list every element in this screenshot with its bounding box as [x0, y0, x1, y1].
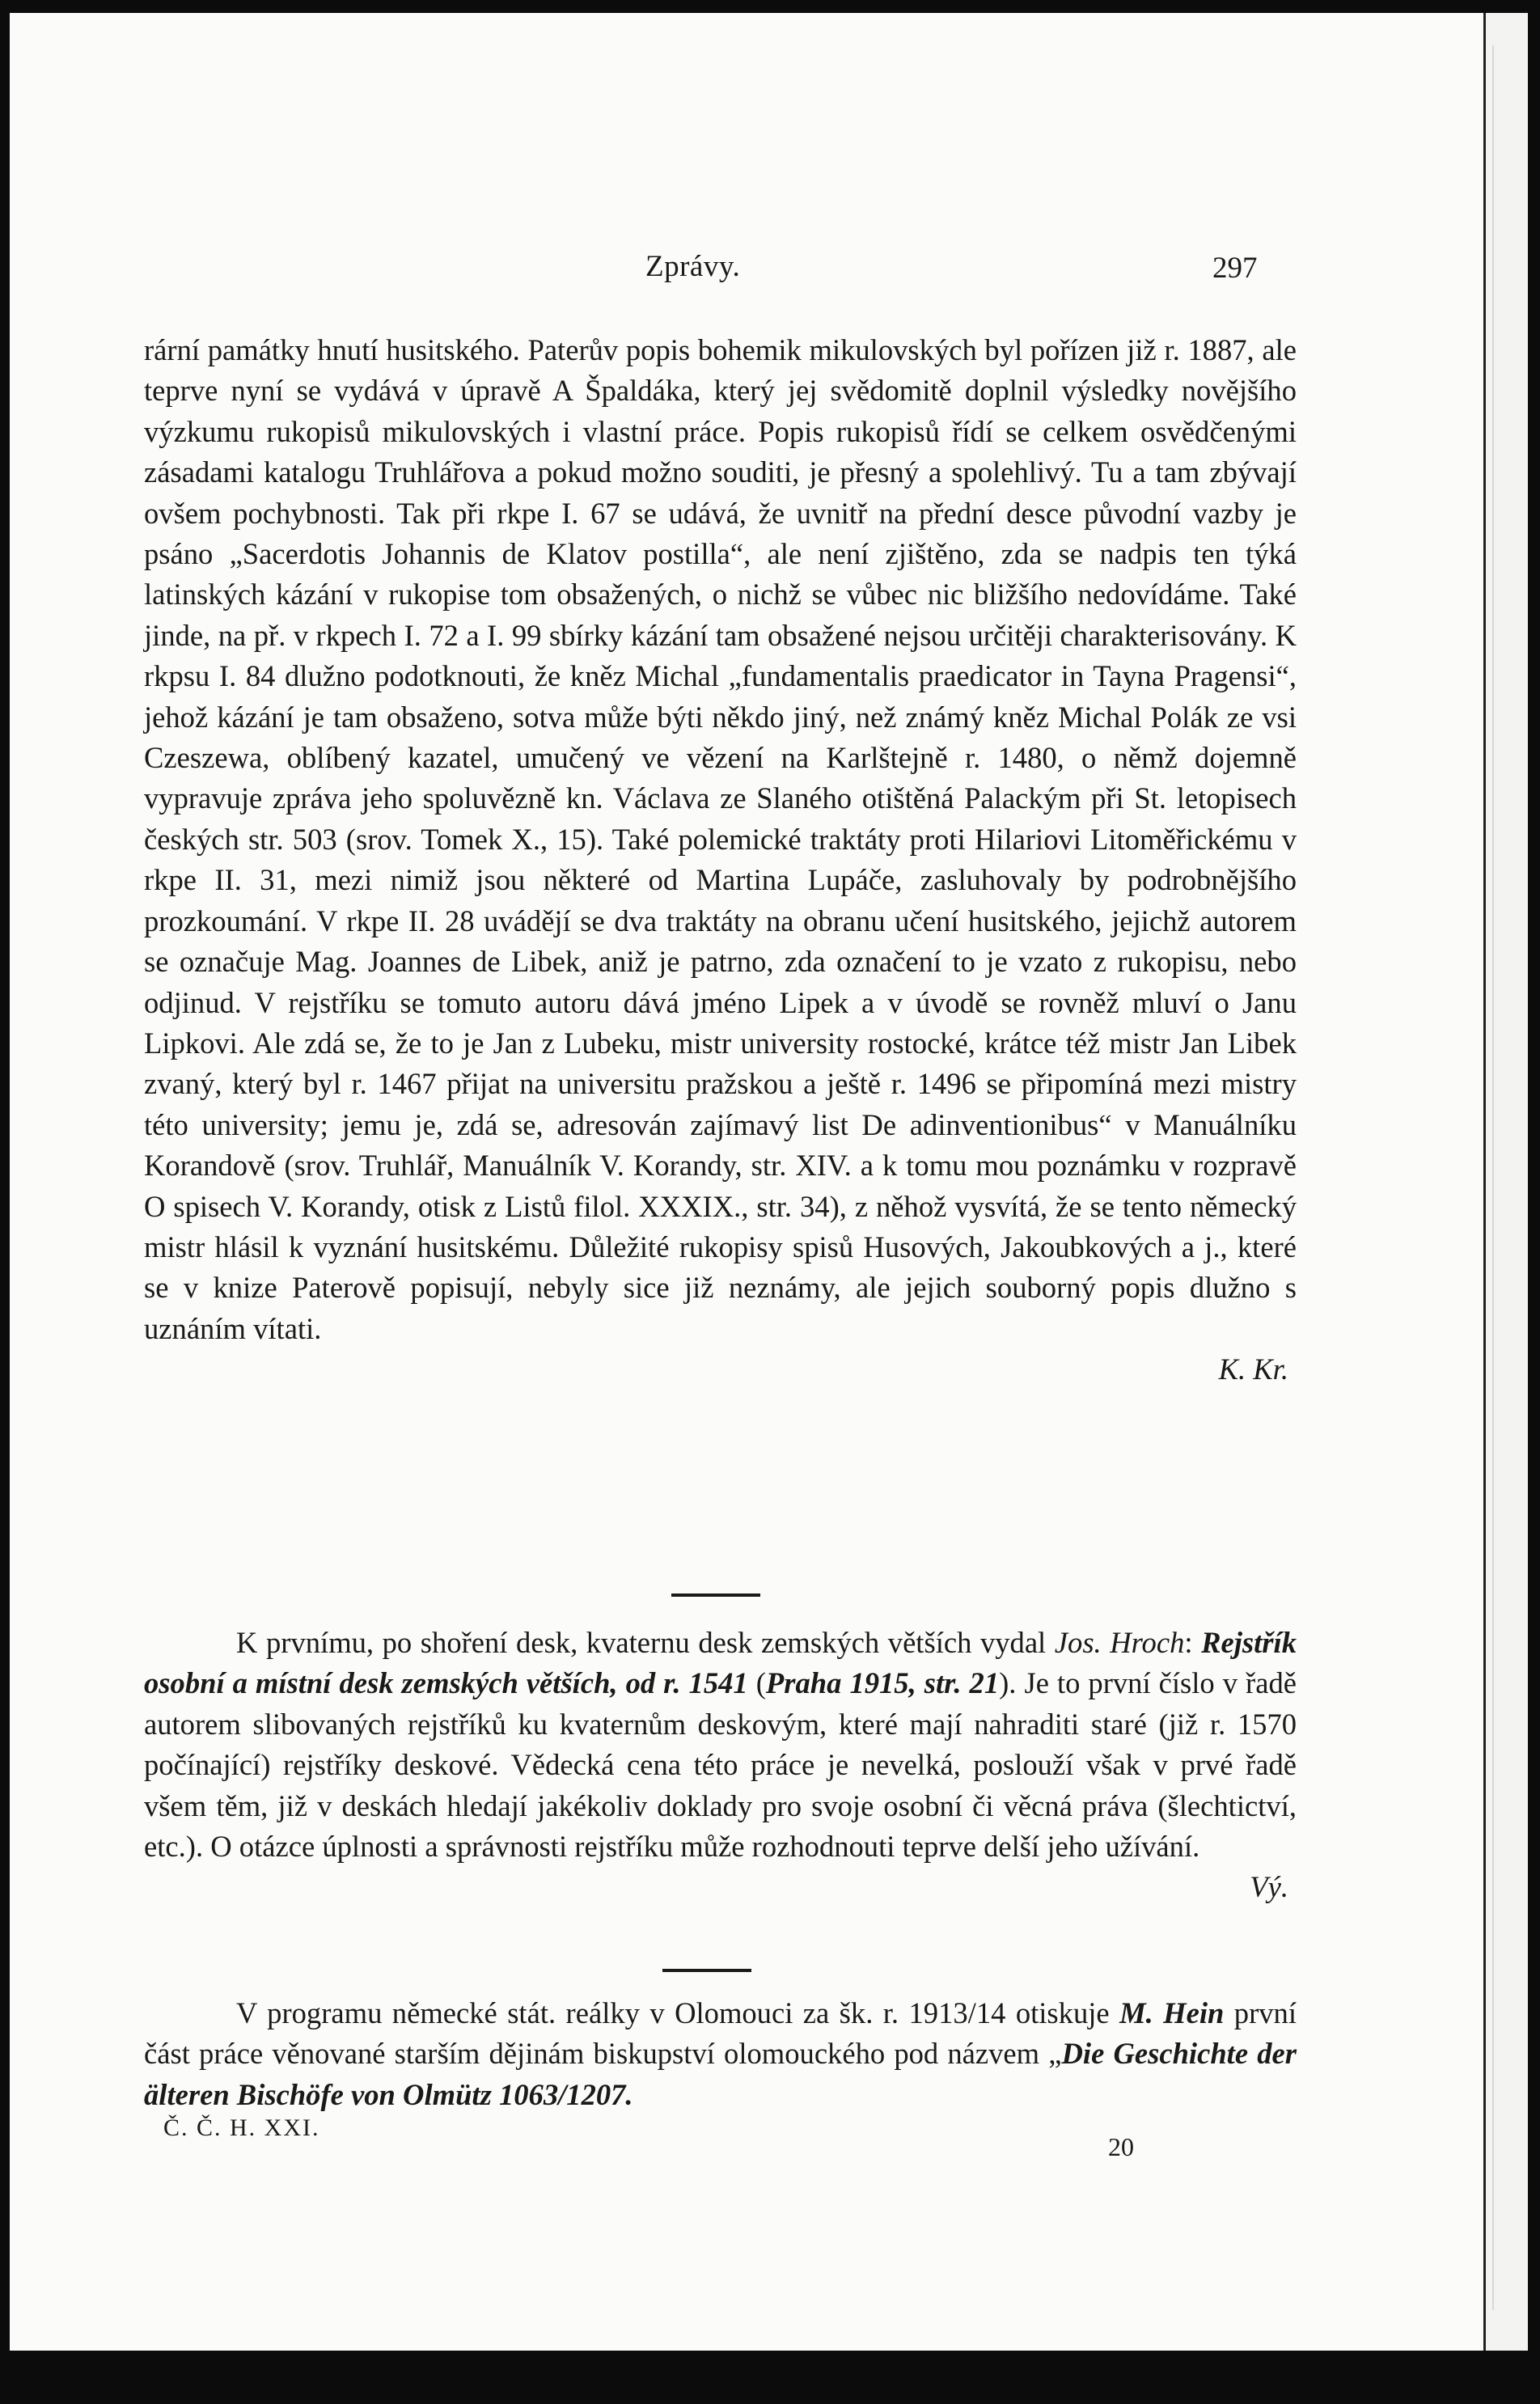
article-3-lead: V programu německé stát. reálky v Olomouci za šk. r. 1913/14 otiskuje: [236, 1996, 1120, 2029]
running-title: Zprávy.: [645, 250, 741, 283]
article-2-open-paren: (: [747, 1666, 766, 1700]
article-hroch-rejstrik: [144, 1623, 1297, 1908]
article-1-text: rární památky hnutí husitského. Paterův popis bohemik mikulovských byl pořízen již r. 1887, ale teprve nyní se vydává v úpravě A Špaldáka, který jej svědomitě doplnil výsledky novějšího výzkumu rukopisů mikulovských i vlastní práce. Popis rukopisů řídí se celkem osvědčenými zásadami katalogu Truhlářova a pokud možno souditi, je přesný a spolehlivý. Tu a tam zbývají ovšem pochybnosti. Tak při rkpe I. 67 se udává, že uvnitř na přední desce původní vazby je psáno „Sacerdotis Johannis de Klatov postilla“, ale není zjištěno, zda se nadpis ten týká latinských kázání v rukopise tom obsažených, o nichž se vůbec nic bližšího nedovídáme. Také jinde, na př. v rkpech I. 72 a I. 99 sbírky kázání tam obsažené nejsou určitěji charakterisovány. K rkpsu I. 84 dlužno podotknouti, že kněz Michal „fundamentalis praedicator in Tayna Pragensi“, jehož kázání je tam obsaženo, sotva může býti někdo jiný, než známý kněz Michal Polák ze vsi Czeszewa, oblíbený kazatel, umučený ve vězení na Karlštejně r. 1480, o němž dojemně vypravuje zpráva jeho spoluvězně kn. Václava ze Slaného otištěná Palackým při St. letopisech českých str. 503 (srov. Tomek X., 15). Také polemické traktáty proti Hilariovi Litoměřickému v rkpe II. 31, mezi nimiž jsou některé od Martina Lupáče, zasluhovaly by podrobnějšího prozkoumání. V rkpe II. 28 uvádějí se dva traktáty na obranu učení husitského, jejichž autorem se označuje Mag. Joannes de Libek, aniž je patrno, zda označení to je vzato z rukopisu, nebo odjinud. V rejstříku se tomuto autoru dává jméno Lipek a v úvodě se rovněž mluví o Janu Lipkovi. Ale zdá se, že to je Jan z Lubeku, mistr university rostocké, krátce též mistr Jan Libek zvaný, který byl r. 1467 přijat na universitu pražskou a ještě r. 1496 se připomíná mezi mistry této university; jemu je, zdá se, adresován zajímavý list De adinventionibus“ v Manuálníku Korandově (srov. Truhlář, Manuálník V. Korandy, str. XIV. a k tomu mou poznámku v rozpravě O spisech V. Korandy, otisk z Listů filol. XXXIX., str. 34), z něhož vysvítá, že se tento německý mistr hlásil k vyznání husitskému. Důležité rukopisy spisů Husových, Jakoubkových a j., které se v knize Paterově popisují, nebyly sice již neznámy, ale jejich souborný popis dlužno s uznáním vítati.: [144, 333, 1297, 1345]
article-1-paragraph: [144, 330, 1297, 1349]
article-1-signature: K. Kr.: [1218, 1352, 1288, 1386]
article-2-text: Je to první číslo v řadě autorem slibovaných rejstříků ku kvaternům deskovým, které mají nahraditi staré (již r. 1570 počínající) rejstříky deskové. Vědecká cena této práce je nevelká, poslouží však v prvé řadě všem těm, již v deskách hledají jakékoliv doklady pro svoje osobní či věcná práva (šlechtictví, etc.). O otázce úplnosti a správnosti rejstříku může rozhodnouti teprve delší jeho užívání.: [144, 1666, 1297, 1864]
article-2-author: Jos. Hroch: [1054, 1626, 1185, 1659]
section-divider: [671, 1593, 760, 1597]
article-2-lead: K prvnímu, po shoření desk, kvaternu desk zemských větších vydal: [236, 1626, 1055, 1659]
article-3-paragraph: [144, 1993, 1297, 2115]
article-paterova-popis: [144, 330, 1297, 1390]
article-2-place-year: Praha 1915, str. 21: [765, 1666, 1000, 1700]
book-page: [10, 13, 1483, 2351]
running-head: [10, 249, 1483, 290]
article-2-signature: Vý.: [1250, 1870, 1288, 1904]
facing-page-edge: [1483, 13, 1528, 2351]
article-3-book-title: Die Geschichte der älteren Bischöfe von Olmütz 1063/1207.: [144, 2037, 1297, 2111]
sheet-signature-mark: Č. Č. H. XXI.: [163, 2114, 320, 2141]
sheet-number: 20: [1108, 2132, 1134, 2161]
article-2-colon: :: [1184, 1626, 1202, 1659]
article-2-paragraph: [144, 1623, 1297, 1904]
article-3-author: M. Hein: [1119, 1996, 1225, 2029]
article-3-text: první část práce věnované starším dějinám biskupství olomouckého pod názvem „: [144, 1996, 1297, 2071]
article-2-close-paren: ).: [999, 1666, 1017, 1700]
section-divider-2: [662, 1969, 751, 1972]
article-2-book-title: Rejstřík osobní a místní desk zemských větších, od r. 1541: [144, 1626, 1297, 1700]
page-edge-line: [1492, 45, 1494, 2310]
article-hein-program: [144, 1993, 1297, 2115]
page-number: 297: [1212, 252, 1258, 285]
